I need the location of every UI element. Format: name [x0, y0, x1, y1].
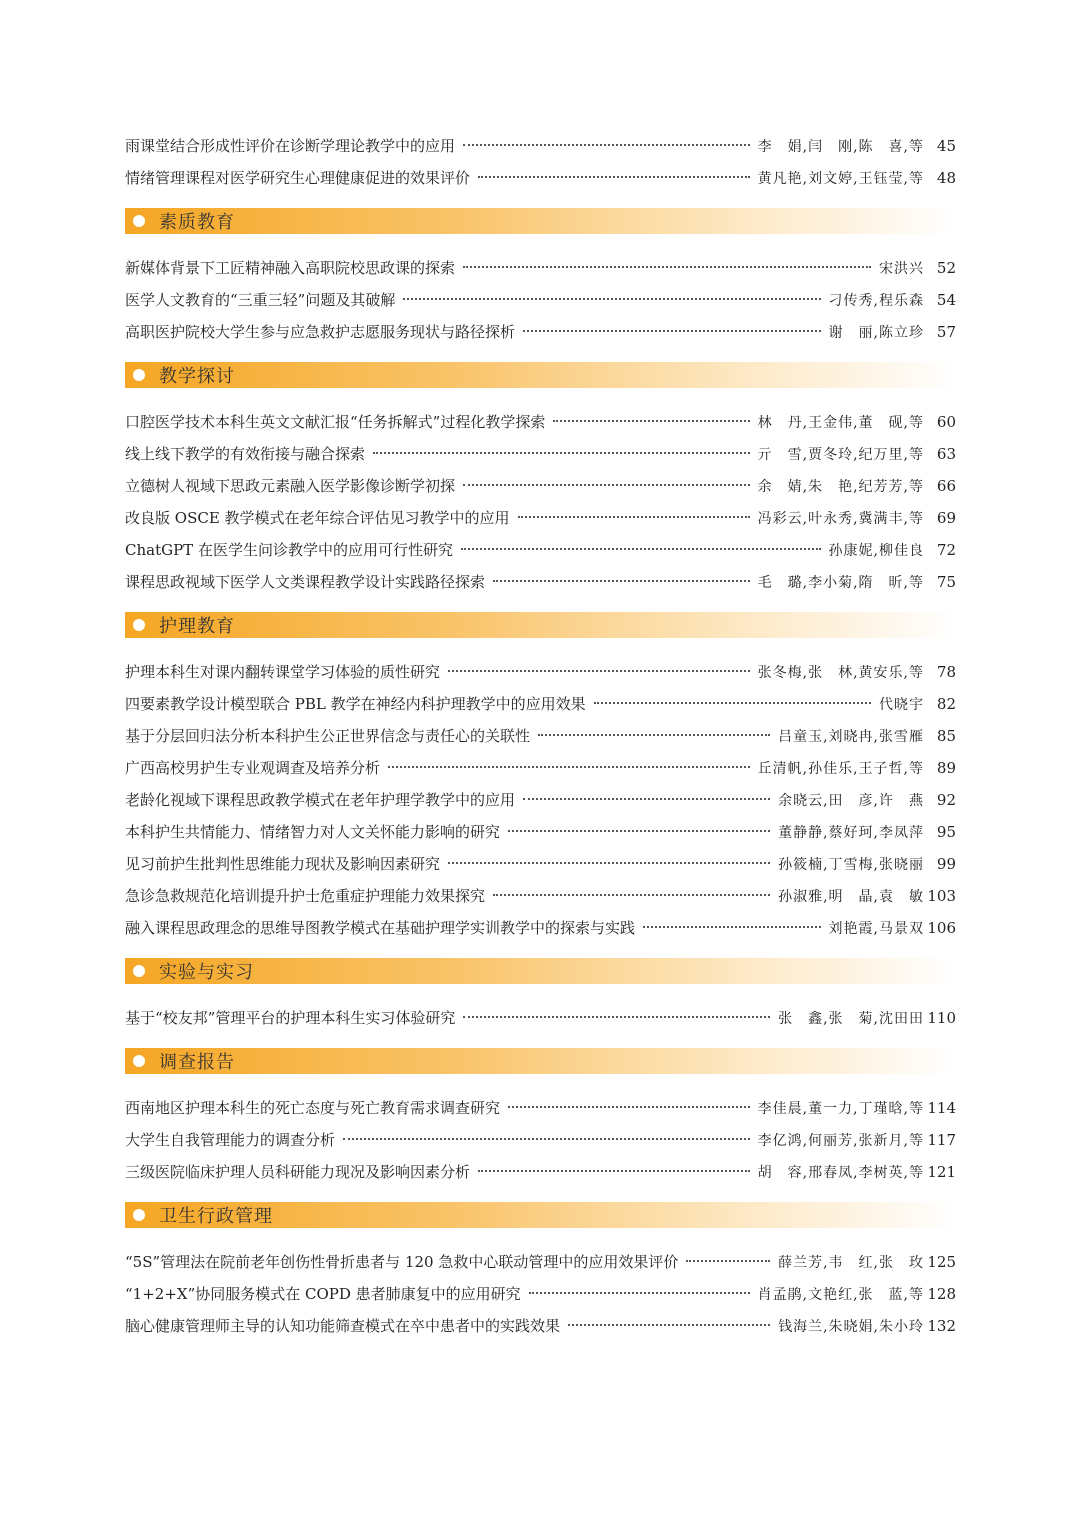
article-authors: 宋洪兴 [879, 261, 924, 277]
dot-leader [463, 483, 750, 486]
dot-leader [523, 797, 770, 800]
dot-leader [594, 701, 871, 704]
dot-leader [686, 1259, 770, 1262]
article-title: 脑心健康管理师主导的认知功能筛查模式在卒中患者中的实践效果 [125, 1317, 561, 1335]
toc-entry[interactable] [125, 1002, 956, 1034]
article-title: 三级医院临床护理人员科研能力现况及影响因素分析 [125, 1163, 471, 1181]
bullet-icon [133, 1209, 145, 1221]
article-authors: 谢 丽,陈立珍 [828, 325, 924, 341]
article-authors: 薛兰芳,韦 红,张 玫 [778, 1255, 924, 1271]
section-header [125, 1048, 956, 1074]
article-title: 融入课程思政理念的思维导图教学模式在基础护理学实训教学中的探索与实践 [125, 919, 636, 937]
dot-leader [388, 765, 750, 768]
page-number: 114 [927, 1099, 956, 1117]
bullet-icon [133, 215, 145, 227]
toc-entry[interactable] [125, 1246, 956, 1278]
article-authors: 孙淑雅,明 晶,袁 敏 [778, 889, 924, 905]
page-number: 128 [927, 1285, 956, 1303]
bullet-icon [133, 1055, 145, 1067]
toc-entry[interactable] [125, 656, 956, 688]
dot-leader [493, 893, 770, 896]
article-title: 大学生自我管理能力的调查分析 [125, 1131, 336, 1149]
dot-leader [463, 1015, 770, 1018]
toc-entry[interactable] [125, 816, 956, 848]
toc-entry[interactable] [125, 534, 956, 566]
dot-leader [493, 579, 750, 582]
article-authors: 张 鑫,张 菊,沈田田 [778, 1011, 924, 1027]
dot-leader [508, 1105, 750, 1108]
article-authors: 毛 璐,李小菊,隋 昕,等 [757, 575, 924, 591]
dot-leader [529, 1291, 750, 1294]
article-title: 口腔医学技术本科生英文文献汇报“任务拆解式”过程化教学探索 [125, 413, 546, 431]
dot-leader [403, 297, 820, 300]
article-authors: 孙筱楠,丁雪梅,张晓丽 [778, 857, 924, 873]
article-authors: 李亿鸿,何丽芳,张新月,等 [757, 1133, 924, 1149]
table-of-contents [125, 130, 956, 1342]
page-number: 92 [936, 791, 956, 809]
toc-entry[interactable] [125, 784, 956, 816]
article-title: 西南地区护理本科生的死亡态度与死亡教育需求调查研究 [125, 1099, 501, 1117]
dot-leader [343, 1137, 750, 1140]
article-title: 护理本科生对课内翻转课堂学习体验的质性研究 [125, 663, 441, 681]
dot-leader [518, 515, 750, 518]
article-title: 四要素教学设计模型联合 PBL 教学在神经内科护理教学中的应用效果 [125, 695, 586, 713]
toc-entry[interactable] [125, 502, 956, 534]
article-authors: 吕童玉,刘晓冉,张雪雁 [778, 729, 924, 745]
page-number: 78 [936, 663, 956, 681]
dot-leader [508, 829, 770, 832]
section-title: 调查报告 [159, 1052, 235, 1073]
article-title: 本科护生共情能力、情绪智力对人文关怀能力影响的研究 [125, 823, 501, 841]
dot-leader [463, 143, 750, 146]
article-authors: 刁传秀,程乐森 [828, 293, 924, 309]
toc-entry[interactable] [125, 130, 956, 162]
dot-leader [448, 861, 770, 864]
toc-entry[interactable] [125, 470, 956, 502]
page-number: 95 [936, 823, 956, 841]
toc-entry[interactable] [125, 316, 956, 348]
article-title: “1+2+X”协同服务模式在 COPD 患者肺康复中的应用研究 [125, 1285, 521, 1303]
article-title: 急诊急救规范化培训提升护士危重症护理能力效果探究 [125, 887, 486, 905]
article-title: 雨课堂结合形成性评价在诊断学理论教学中的应用 [125, 137, 456, 155]
article-title: “5S”管理法在院前老年创伤性骨折患者与 120 急救中心联动管理中的应用效果评价 [125, 1253, 679, 1271]
section-header [125, 362, 956, 388]
article-authors: 董静静,蔡好珂,李凤萍 [778, 825, 924, 841]
toc-entry[interactable] [125, 1278, 956, 1310]
article-authors: 张冬梅,张 林,黄安乐,等 [757, 665, 924, 681]
page-number: 52 [936, 259, 956, 277]
toc-entry[interactable] [125, 1092, 956, 1124]
article-authors: 林 丹,王金伟,董 砚,等 [757, 415, 924, 431]
article-authors: 余 婧,朱 艳,纪芳芳,等 [757, 479, 924, 495]
page-number: 85 [936, 727, 956, 745]
toc-entry[interactable] [125, 912, 956, 944]
page-number: 69 [936, 509, 956, 527]
section-title: 教学探讨 [159, 366, 235, 387]
section-title: 护理教育 [159, 616, 235, 637]
dot-leader [373, 451, 750, 454]
dot-leader [478, 175, 750, 178]
dot-leader [568, 1323, 770, 1326]
page-number: 66 [936, 477, 956, 495]
page-number: 132 [927, 1317, 956, 1335]
toc-entry[interactable] [125, 848, 956, 880]
section-header [125, 958, 956, 984]
dot-leader [461, 547, 821, 550]
article-authors: 钱海兰,朱晓娟,朱小玲 [778, 1319, 924, 1335]
article-authors: 代晓宇 [879, 697, 924, 713]
bullet-icon [133, 619, 145, 631]
toc-entry[interactable] [125, 162, 956, 194]
section-header [125, 208, 956, 234]
article-authors: 刘艳霞,马景双 [828, 921, 924, 937]
page-number: 75 [936, 573, 956, 591]
toc-entry[interactable] [125, 1310, 956, 1342]
page-number: 48 [936, 169, 956, 187]
page-number: 54 [936, 291, 956, 309]
page-number: 99 [936, 855, 956, 873]
section-header [125, 1202, 956, 1228]
article-authors: 黄凡艳,刘文婷,王钰莹,等 [757, 171, 924, 187]
toc-entry[interactable] [125, 438, 956, 470]
article-title: 新媒体背景下工匠精神融入高职院校思政课的探索 [125, 259, 456, 277]
article-title: 老龄化视域下课程思政教学模式在老年护理学教学中的应用 [125, 791, 516, 809]
article-title: 见习前护生批判性思维能力现状及影响因素研究 [125, 855, 441, 873]
article-title: 情绪管理课程对医学研究生心理健康促进的效果评价 [125, 169, 471, 187]
article-title: 基于“校友邦”管理平台的护理本科生实习体验研究 [125, 1009, 456, 1027]
article-authors: 冯彩云,叶永秀,冀满丰,等 [757, 511, 924, 527]
page-number: 60 [936, 413, 956, 431]
toc-entry[interactable] [125, 566, 956, 598]
toc-entry[interactable] [125, 688, 956, 720]
article-title: 立德树人视域下思政元素融入医学影像诊断学初探 [125, 477, 456, 495]
page-number: 125 [927, 1253, 956, 1271]
dot-leader [478, 1169, 750, 1172]
article-authors: 肖孟鹃,文艳红,张 蓝,等 [757, 1287, 924, 1303]
page-number: 103 [927, 887, 956, 905]
article-title: 广西高校男护生专业观调查及培养分析 [125, 759, 381, 777]
toc-entry[interactable] [125, 284, 956, 316]
page-number: 63 [936, 445, 956, 463]
dot-leader [463, 265, 871, 268]
page-number: 121 [927, 1163, 956, 1181]
page-number: 89 [936, 759, 956, 777]
article-title: 课程思政视域下医学人文类课程教学设计实践路径探索 [125, 573, 486, 591]
article-title: 基于分层回归法分析本科护生公正世界信念与责任心的关联性 [125, 727, 531, 745]
article-authors: 孙康妮,柳佳良 [828, 543, 924, 559]
bullet-icon [133, 369, 145, 381]
article-authors: 李佳晨,董一力,丁瑾晗,等 [757, 1101, 924, 1117]
toc-entry[interactable] [125, 252, 956, 284]
page-number: 117 [927, 1131, 956, 1149]
article-authors: 胡 容,邢春凤,李树英,等 [757, 1165, 924, 1181]
toc-entry[interactable] [125, 1124, 956, 1156]
article-authors: 亓 雪,贾冬玲,纪万里,等 [757, 447, 924, 463]
article-title: 医学人文教育的“三重三轻”问题及其破解 [125, 291, 396, 309]
page-number: 72 [936, 541, 956, 559]
toc-entry[interactable] [125, 752, 956, 784]
article-title: 改良版 OSCE 教学模式在老年综合评估见习教学中的应用 [125, 509, 510, 527]
section-title: 实验与实习 [159, 962, 254, 983]
dot-leader [538, 733, 770, 736]
dot-leader [643, 925, 821, 928]
dot-leader [553, 419, 749, 422]
section-title: 素质教育 [159, 212, 235, 233]
page-number: 106 [927, 919, 956, 937]
toc-entry[interactable] [125, 406, 956, 438]
toc-entry[interactable] [125, 880, 956, 912]
page-number: 82 [936, 695, 956, 713]
article-title: 线上线下教学的有效衔接与融合探索 [125, 445, 366, 463]
article-authors: 丘清帆,孙佳乐,王子哲,等 [757, 761, 924, 777]
dot-leader [523, 329, 821, 332]
section-title: 卫生行政管理 [159, 1206, 273, 1227]
page-number: 110 [927, 1009, 956, 1027]
dot-leader [448, 669, 750, 672]
section-header [125, 612, 956, 638]
toc-entry[interactable] [125, 720, 956, 752]
article-title: 高职医护院校大学生参与应急救护志愿服务现状与路径探析 [125, 323, 516, 341]
article-title: ChatGPT 在医学生问诊教学中的应用可行性研究 [125, 541, 453, 559]
article-authors: 李 娟,闫 刚,陈 喜,等 [757, 139, 924, 155]
article-authors: 余晓云,田 彦,许 燕 [778, 793, 924, 809]
bullet-icon [133, 965, 145, 977]
toc-entry[interactable] [125, 1156, 956, 1188]
page-number: 57 [936, 323, 956, 341]
page-number: 45 [936, 137, 956, 155]
